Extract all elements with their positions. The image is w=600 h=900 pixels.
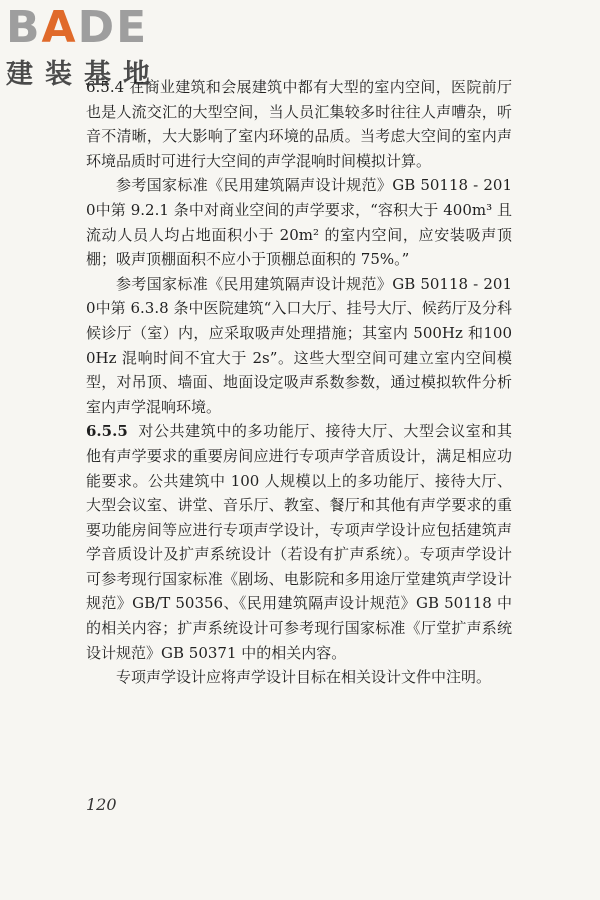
paragraph-text: 对公共建筑中的多功能厅、接待大厅、大型会议室和其他有声学要求的重要房间应进行专项声学音质设计，满足相应功能要求。公共建筑中 100 人规模以上的多功能厅、接待大厅、大型会议室、讲堂、音乐厅、教室、餐厅和其他有声学要求的重要功能房间等应进行专项声学设计，专项声学设计应包括建筑声学音质设计及扩声系统设计（若设有扩声系统）。专项声学设计可参考现行国家标准《剧场、电影院和多用途厅堂建筑声学设计规范》GB/T 50356、《民用建筑隔声设计规范》GB 50118 中的相关内容；扩声系统设计可参考现行国家标准《厅堂扩声系统设计规范》GB 50371 中的相关内容。 xyxy=(86,422,512,662)
paragraph-text: 专项声学设计应将声学设计目标在相关设计文件中注明。 xyxy=(116,668,492,687)
logo-letter-a: A xyxy=(41,2,78,53)
paragraph-text: 6.5.4 在商业建筑和会展建筑中都有大型的室内空间，医院前厅也是人流交汇的大型空间，当人员汇集较多时往往人声嘈杂，听音不清晰，大大影响了室内环境的品质。当考虑大空间的室内声环境品质时可进行大空间的声学混响时间模拟计算。 xyxy=(86,78,512,170)
paragraph-6-5-5 xyxy=(86,419,512,665)
paragraph-6-5-4 xyxy=(86,75,512,173)
page-number: 120 xyxy=(86,795,117,814)
logo-letters-de: DE xyxy=(77,2,149,53)
document-body xyxy=(86,75,512,690)
section-number: 6.5.5 xyxy=(86,422,128,441)
paragraph-text: 参考国家标准《民用建筑隔声设计规范》GB 50118 - 2010中第 9.2.1 条中对商业空间的声学要求，“容积大于 400m³ 且流动人员人均占地面积小于 20m² 的室内空间，应安装吸声顶棚；吸声顶棚面积不应小于顶棚总面积的 75%。” xyxy=(86,176,512,269)
logo-wordmark xyxy=(6,2,176,53)
logo-letter-b: B xyxy=(6,2,42,53)
paragraph-design-target-note xyxy=(86,665,512,690)
paragraph-commercial-reference xyxy=(86,173,512,271)
logo-subtitle: 建装基地 xyxy=(6,59,162,90)
paragraph-text: 参考国家标准《民用建筑隔声设计规范》GB 50118 - 2010中第 6.3.8 条中医院建筑“入口大厅、挂号大厅、候药厅及分科候诊厅（室）内，应采取吸声处理措施；其室内 500Hz 和1000Hz 混响时间不宜大于 2s”。这些大型空间可建立室内空间模型，对吊顶、墙面、地面设定吸声系数参数，通过模拟软件分析室内声学混响环境。 xyxy=(86,274,512,416)
paragraph-hospital-reference xyxy=(86,272,512,420)
